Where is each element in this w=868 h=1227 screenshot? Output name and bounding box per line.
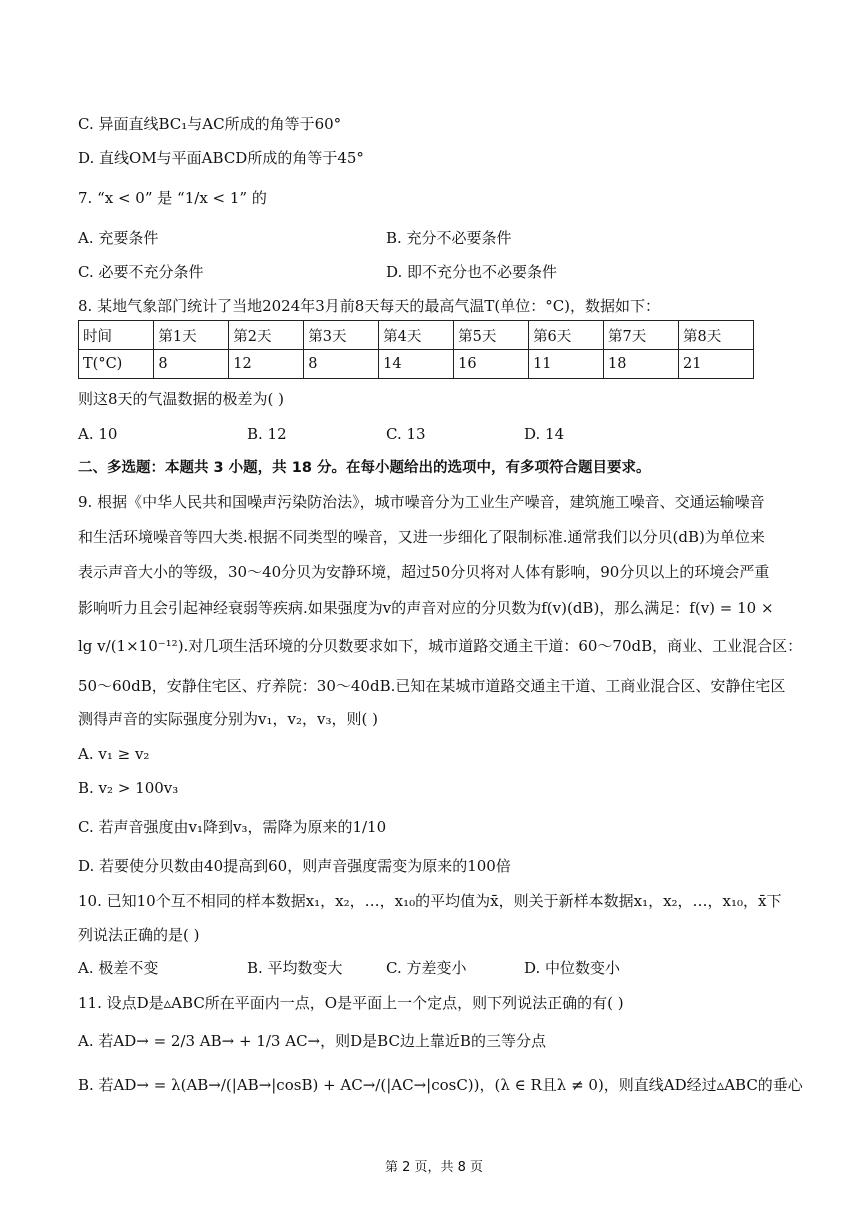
q7-option-d: D. 即不充分也不必要条件 (386, 263, 558, 281)
table-cell: 第4天 (379, 321, 454, 350)
table-cell: 21 (679, 350, 754, 379)
q8-option-d: D. 14 (524, 425, 565, 443)
q10-option-c: C. 方差变小 (386, 959, 467, 977)
q9-option-c: C. 若声音强度由v₁降到v₃，需降为原来的1/10 (78, 818, 387, 836)
q6-option-d: D. 直线OM与平面ABCD所成的角等于45° (78, 149, 364, 167)
table-cell: 11 (529, 350, 604, 379)
q9-stem-line: 测得声音的实际强度分别为v₁，v₂，v₃，则( ) (78, 710, 378, 728)
q11-option-b: B. 若AD→ = λ(AB→/(|AB→|cosB) + AC→/(|AC→|cosC))，(λ ∈ R且λ ≠ 0)，则直线AD经过▵ABC的垂心 (78, 1076, 803, 1094)
q9-stem-line: lg v/(1×10⁻¹²).对几项生活环境的分贝数要求如下，城市道路交通主干道：60～70dB，商业、工业混合区： (78, 637, 803, 655)
table-cell: 14 (379, 350, 454, 379)
table-cell: T(°C) (79, 350, 154, 379)
q11-option-a: A. 若AD→ = 2/3 AB→ + 1/3 AC→，则D是BC边上靠近B的三等分点 (78, 1032, 546, 1050)
table-row (79, 350, 754, 379)
table-cell: 第6天 (529, 321, 604, 350)
table-cell: 18 (604, 350, 679, 379)
table-cell: 时间 (79, 321, 154, 350)
q6-option-c: C. 异面直线BC₁与AC所成的角等于60° (78, 115, 342, 133)
page-footer: 第 2 页，共 8 页 (384, 1160, 484, 1175)
q10-stem-line: 列说法正确的是( ) (78, 926, 200, 944)
temperature-table (78, 320, 754, 379)
table-cell: 12 (229, 350, 304, 379)
q10-stem-line: 10. 已知10个互不相同的样本数据x₁，x₂，…，x₁₀的平均值为x̄，则关于新样本数据x₁，x₂，…，x₁₀，x̄下 (78, 892, 782, 910)
q8-question: 则这8天的气温数据的极差为( ) (78, 390, 285, 408)
table-cell: 8 (154, 350, 229, 379)
q9-option-b: B. v₂ > 100v₃ (78, 779, 179, 797)
q10-option-a: A. 极差不变 (78, 959, 159, 977)
q9-option-a: A. v₁ ≥ v₂ (78, 745, 150, 763)
q9-stem-line: 50～60dB，安静住宅区、疗养院：30～40dB.已知在某城市道路交通主干道、工商业混合区、安静住宅区 (78, 677, 786, 695)
table-cell: 第5天 (454, 321, 529, 350)
section-heading: 二、多选题：本题共 3 小题，共 18 分。在每小题给出的选项中，有多项符合题目要求。 (78, 460, 651, 476)
q7-option-a: A. 充要条件 (78, 229, 159, 247)
q9-option-d: D. 若要使分贝数由40提高到60，则声音强度需变为原来的100倍 (78, 857, 511, 875)
q7-option-c: C. 必要不充分条件 (78, 263, 204, 281)
q9-stem-line: 表示声音大小的等级，30～40分贝为安静环境，超过50分贝将对人体有影响，90分贝以上的环境会严重 (78, 563, 770, 581)
table-cell: 第2天 (229, 321, 304, 350)
table-cell: 第1天 (154, 321, 229, 350)
q8-option-b: B. 12 (247, 425, 287, 443)
q7-stem: 7. “x < 0” 是 “1/x < 1” 的 (78, 189, 267, 207)
table-header-row (79, 321, 754, 350)
q9-stem-line: 9. 根据《中华人民共和国噪声污染防治法》，城市噪音分为工业生产噪音，建筑施工噪音、交通运输噪音 (78, 493, 765, 511)
q11-stem: 11. 设点D是▵ABC所在平面内一点，O是平面上一个定点，则下列说法正确的有( ) (78, 994, 624, 1012)
table-cell: 第7天 (604, 321, 679, 350)
table-cell: 16 (454, 350, 529, 379)
q7-option-b: B. 充分不必要条件 (386, 229, 512, 247)
q8-option-a: A. 10 (78, 425, 118, 443)
table-cell: 第8天 (679, 321, 754, 350)
q8-stem: 8. 某地气象部门统计了当地2024年3月前8天每天的最高气温T(单位：°C)，数据如下： (78, 297, 661, 315)
q9-stem-line: 和生活环境噪音等四大类.根据不同类型的噪音，又进一步细化了限制标准.通常我们以分贝(dB)为单位来 (78, 528, 765, 546)
q9-stem-line: 影响听力且会引起神经衰弱等疾病.如果强度为v的声音对应的分贝数为f(v)(dB)，那么满足：f(v) = 10 × (78, 599, 774, 617)
q10-option-d: D. 中位数变小 (524, 959, 621, 977)
table-cell: 8 (304, 350, 379, 379)
q10-option-b: B. 平均数变大 (247, 959, 343, 977)
q8-option-c: C. 13 (386, 425, 426, 443)
table-cell: 第3天 (304, 321, 379, 350)
